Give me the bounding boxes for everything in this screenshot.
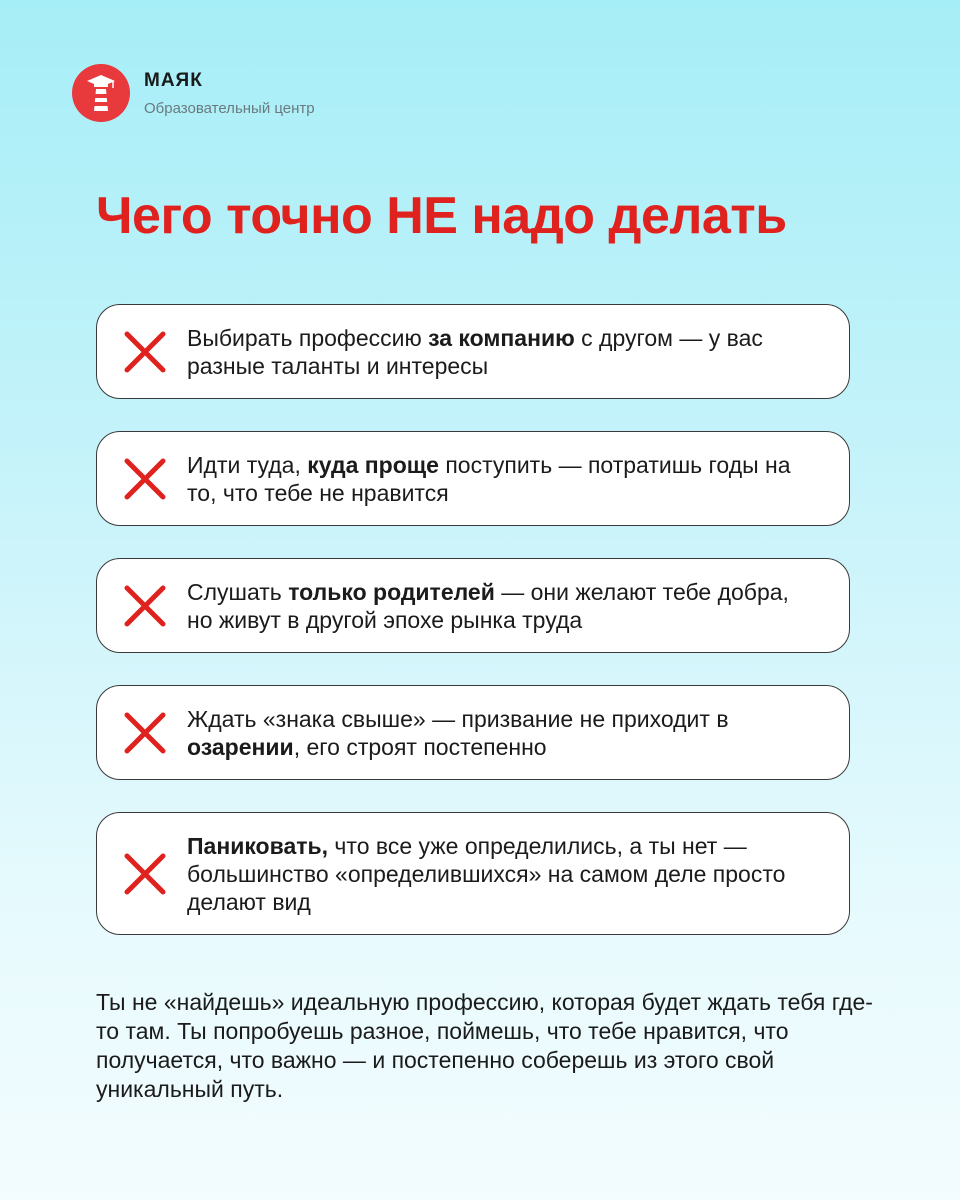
cross-icon (121, 709, 169, 757)
list-item (96, 685, 850, 780)
item-text: Паниковать, что все уже определились, а ты нет — большинство «определившихся» на самом деле просто делают вид (187, 832, 786, 915)
list-item (96, 431, 850, 526)
list-item (96, 304, 850, 399)
lighthouse-logo-icon (72, 64, 130, 122)
footer-text: Ты не «найдешь» идеальную профессию, которая будет ждать тебя где-то там. Ты попробуешь разное, поймешь, что тебе нравится, что получается, что важно — и постепенно соберешь из этого свой уникальный путь. (96, 989, 873, 1102)
item-text: Идти туда, куда проще поступить — потратишь годы на то, что тебе не нравится (187, 451, 791, 506)
brand-logo (72, 64, 315, 122)
page-title: Чего точно НЕ надо делать (96, 187, 787, 245)
brand-name: МАЯК (144, 69, 203, 91)
list-item (96, 558, 850, 653)
cross-icon (121, 455, 169, 503)
cross-icon (121, 582, 169, 630)
list-item (96, 812, 850, 935)
item-text: Ждать «знака свыше» — призвание не приходит в озарении, его строят постепенно (187, 705, 729, 760)
item-text: Слушать только родителей — они желают тебе добра, но живут в другой эпохе рынка труда (187, 578, 789, 633)
brand-subtitle: Образовательный центр (144, 99, 315, 117)
dont-list (96, 304, 850, 967)
cross-icon (121, 850, 169, 898)
item-text: Выбирать профессию за компанию с другом — у вас разные таланты и интересы (187, 324, 763, 379)
cross-icon (121, 328, 169, 376)
